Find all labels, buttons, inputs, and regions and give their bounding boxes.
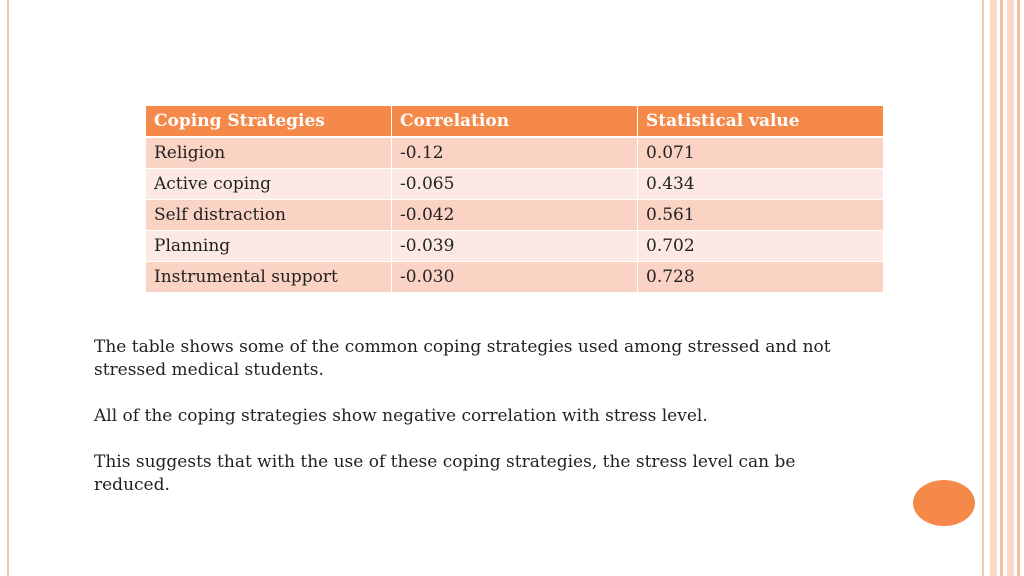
statistical-value-cell: 0.702 <box>638 231 884 262</box>
paragraph-negative-correlation: All of the coping strategies show negative correlation with stress level. <box>94 406 708 426</box>
header-statistical-value: Statistical value <box>638 106 884 138</box>
strategy-cell: Instrumental support <box>146 262 392 293</box>
coping-strategies-table <box>146 106 884 293</box>
header-coping-strategies: Coping Strategies <box>146 106 392 138</box>
correlation-cell: -0.042 <box>392 200 638 231</box>
left-border-line <box>7 0 9 576</box>
table-row <box>146 138 884 169</box>
statistical-value-cell: 0.071 <box>638 138 884 169</box>
table-row <box>146 262 884 293</box>
strategy-cell: Religion <box>146 138 392 169</box>
right-decor-stripe <box>1000 0 1003 576</box>
table-row <box>146 231 884 262</box>
correlation-cell: -0.12 <box>392 138 638 169</box>
table-row <box>146 169 884 200</box>
correlation-cell: -0.030 <box>392 262 638 293</box>
paragraph-conclusion: This suggests that with the use of these coping strategies, the stress level can be reduced. <box>94 452 796 495</box>
right-decor-stripe <box>1017 0 1020 576</box>
body-text <box>94 336 834 520</box>
table-header-row <box>146 106 884 138</box>
statistical-value-cell: 0.434 <box>638 169 884 200</box>
table-row <box>146 200 884 231</box>
strategy-cell: Active coping <box>146 169 392 200</box>
correlation-cell: -0.065 <box>392 169 638 200</box>
strategy-cell: Self distraction <box>146 200 392 231</box>
paragraph-table-description: The table shows some of the common coping strategies used among stressed and not stressed medical students. <box>94 337 831 380</box>
decorative-circle <box>913 480 975 526</box>
statistical-value-cell: 0.561 <box>638 200 884 231</box>
right-decor-stripe <box>1007 0 1014 576</box>
header-correlation: Correlation <box>392 106 638 138</box>
correlation-cell: -0.039 <box>392 231 638 262</box>
right-decor-stripe <box>982 0 984 576</box>
strategy-cell: Planning <box>146 231 392 262</box>
right-decor-stripe <box>990 0 997 576</box>
statistical-value-cell: 0.728 <box>638 262 884 293</box>
